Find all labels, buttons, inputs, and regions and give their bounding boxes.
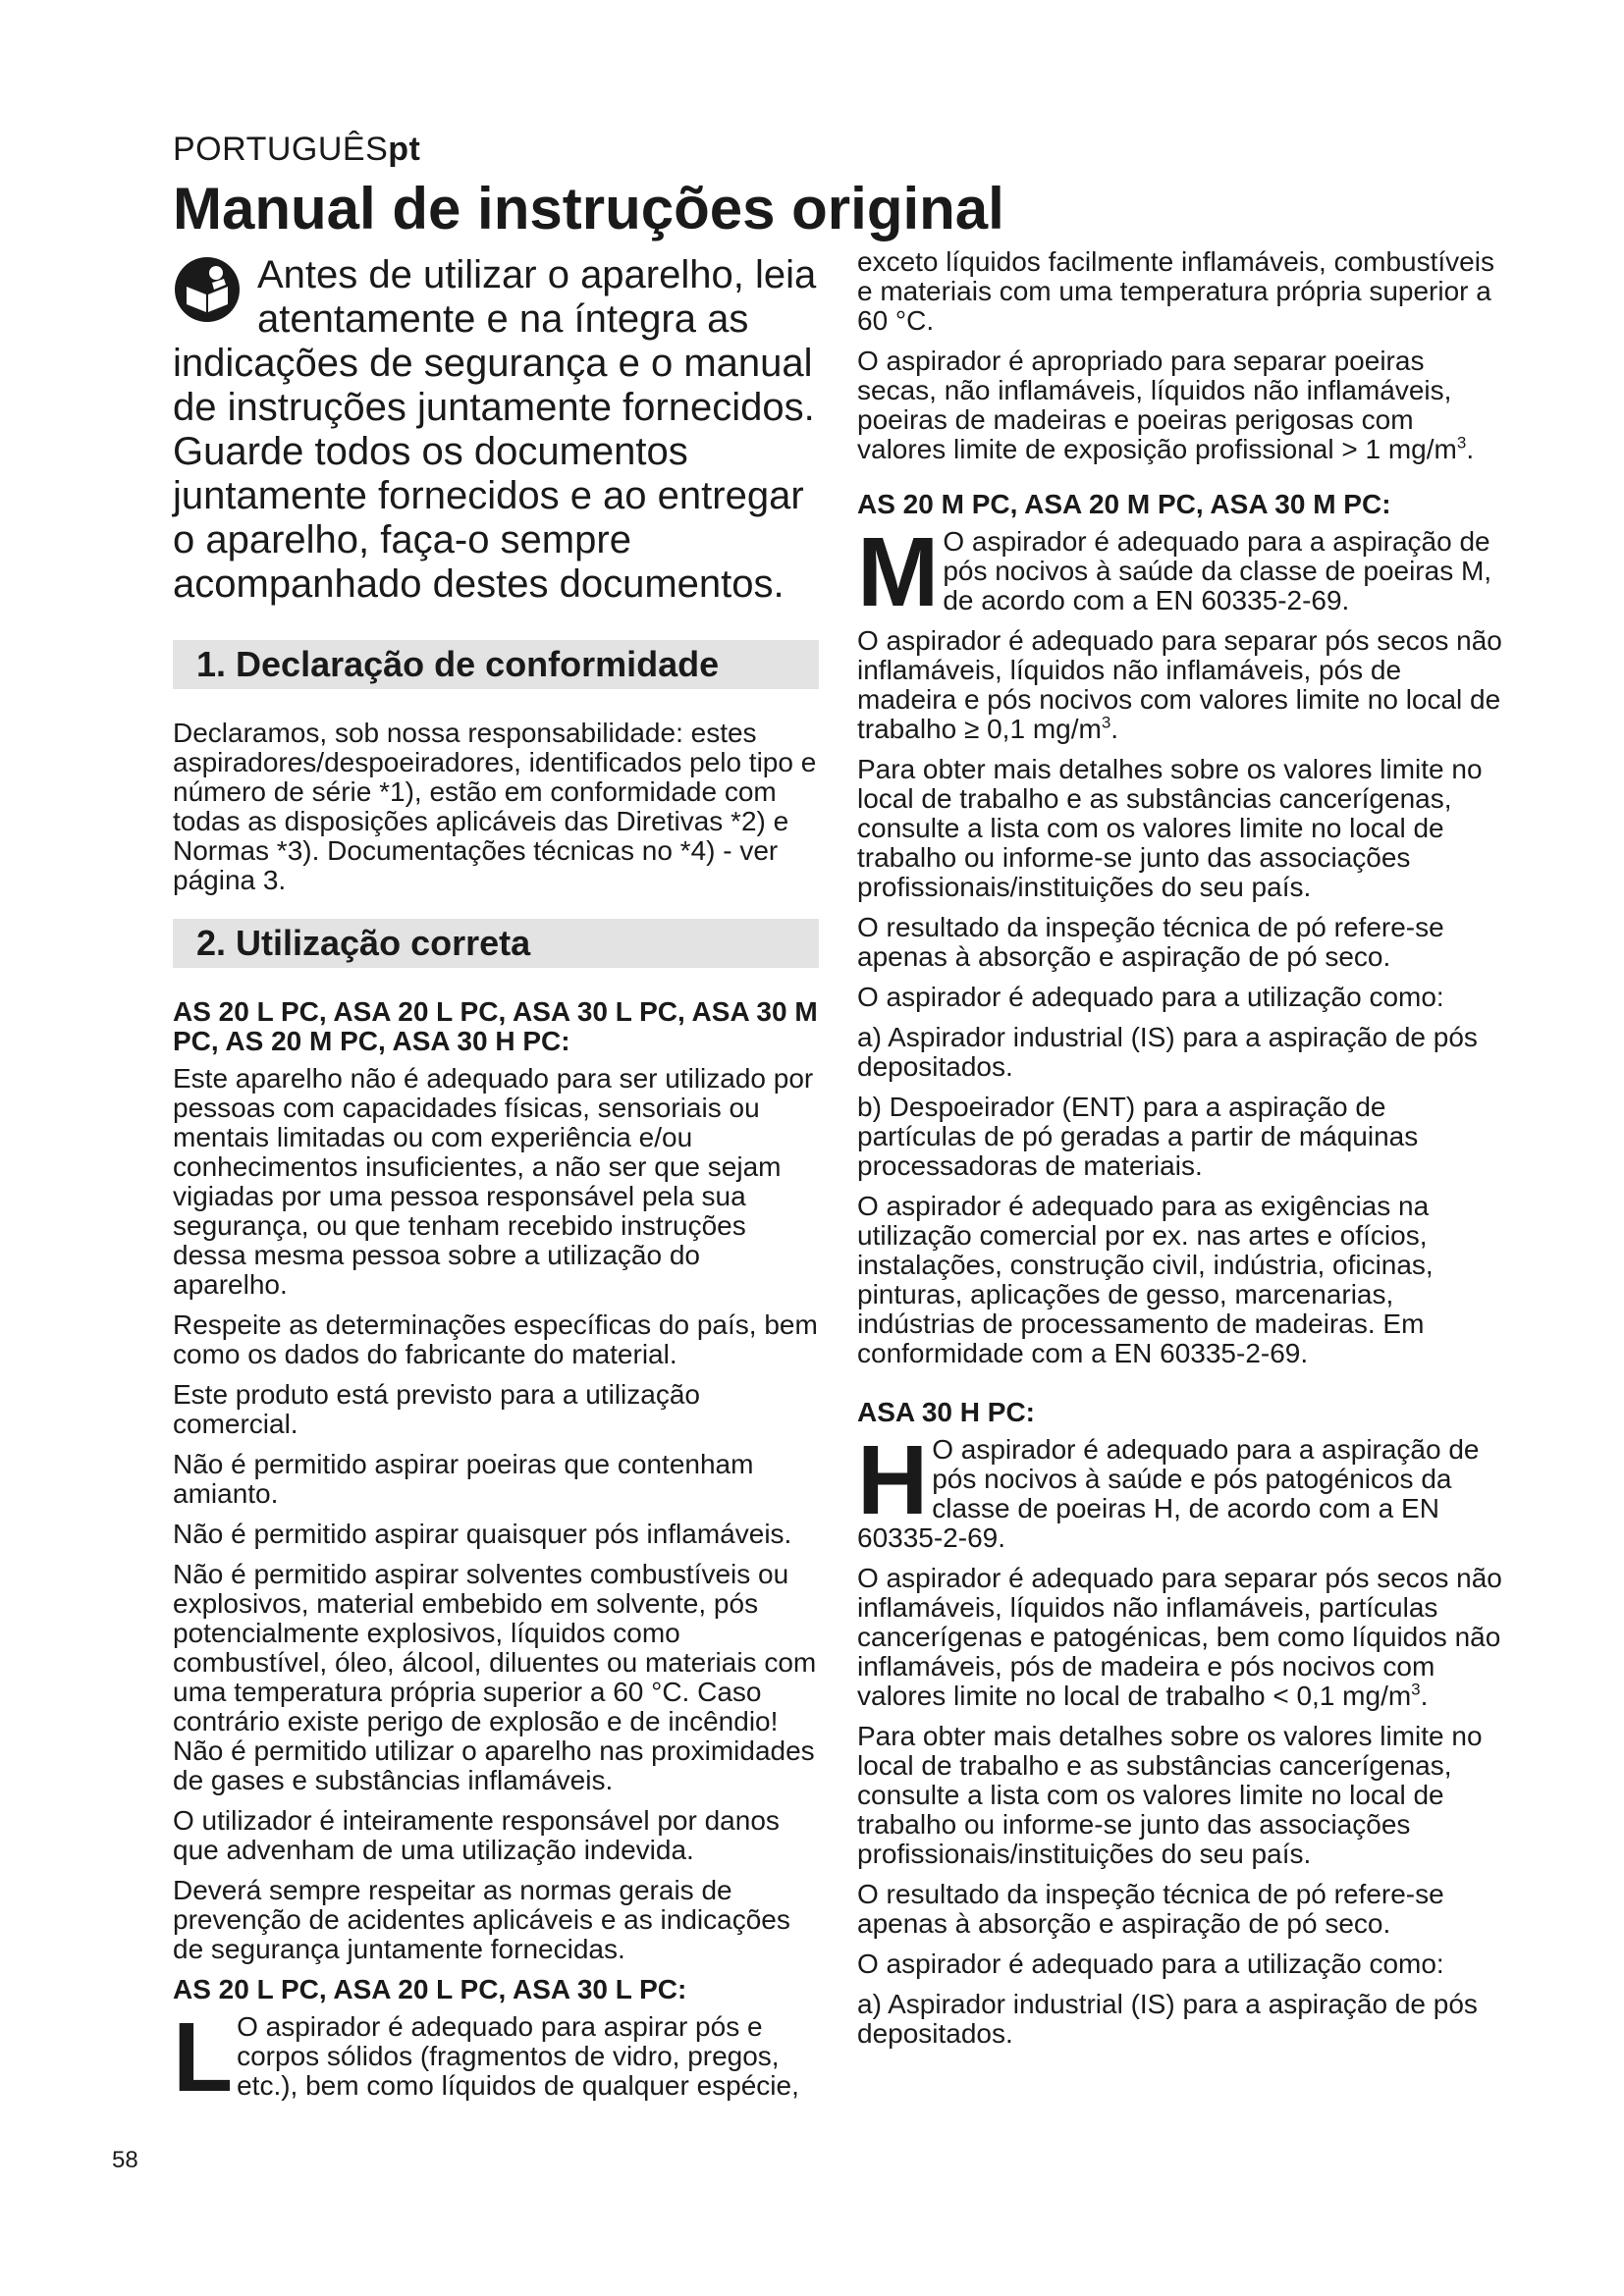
- paragraph: [857, 1564, 1505, 1711]
- paragraph: Para obter mais detalhes sobre os valores limite no local de trabalho e as substâncias cancerígenas, consulte a lista com os valores limite no local de trabalho ou informe-se junto das associações profissionais/instituições do seu país.: [857, 1721, 1483, 1869]
- paragraph-end: .: [1420, 1681, 1429, 1711]
- superscript: 3: [1411, 1680, 1421, 1699]
- paragraph: a) Aspirador industrial (IS) para a aspiração de pós depositados.: [857, 1989, 1478, 2049]
- paragraph: O utilizador é inteiramente responsável por danos que advenham de uma utilização indevida.: [173, 1805, 780, 1865]
- paragraph: Este produto está previsto para a utilização comercial.: [173, 1379, 700, 1439]
- language-label: [173, 131, 420, 169]
- section-1-heading: 1. Declaração de conformidade: [173, 640, 819, 689]
- right-column: [857, 247, 1505, 2059]
- intro-text: Antes de utilizar o aparelho, leia atentamente e na íntegra as indicações de segurança e o manual de instruções juntamente fornecidos. Guarde todos os documentos juntamente fornecidos e ao entregar o aparelho, faça-o sempre acompanhado destes documentos.: [173, 253, 817, 606]
- dust-class-m-paragraph: [857, 527, 1505, 615]
- intro-warning: [173, 253, 819, 607]
- superscript: 3: [1456, 433, 1467, 453]
- language-name: PORTUGUÊS: [173, 131, 389, 168]
- paragraph: [857, 347, 1505, 464]
- page-number: 58: [112, 2147, 138, 2173]
- paragraph: Não é permitido aspirar poeiras que contenham amianto.: [173, 1449, 754, 1509]
- paragraph: exceto líquidos facilmente inflamáveis, combustíveis e materiais com uma temperatura própria superior a 60 °C.: [857, 246, 1494, 336]
- paragraph: [857, 626, 1505, 744]
- dust-class-h-icon: H: [857, 1435, 929, 1535]
- paragraph: Não é permitido aspirar solventes combustíveis ou explosivos, material embebido em solvente, pós potencialmente explosivos, líquidos como combustível, óleo, álcool, diluentes ou materiais com uma temperatura própria superior a 60 °C. Caso contrário existe perigo de explosão e de incêndio! Não é permitido utilizar o aparelho nas proximidades de gases e substâncias inflamáveis.: [173, 1559, 817, 1795]
- dust-class-l-icon: L: [173, 2012, 234, 2101]
- dust-class-h-paragraph: [857, 1435, 1505, 1553]
- paragraph: Este aparelho não é adequado para ser utilizado por pessoas com capacidades físicas, sensoriais ou mentais limitadas ou com experiência e/ou conhecimentos insuficientes, a não ser que sejam vigiadas por uma pessoa responsável pela sua segurança, ou que tenham recebido instruções dessa mesma pessoa sobre a utilização do aparelho.: [173, 1063, 814, 1300]
- superscript: 3: [1101, 713, 1111, 732]
- paragraph: Para obter mais detalhes sobre os valores limite no local de trabalho e as substâncias cancerígenas, consulte a lista com os valores limite no local de trabalho ou informe-se junto das associações profissionais/instituições do seu país.: [857, 754, 1483, 902]
- paragraph: O aspirador é adequado para as exigências na utilização comercial por ex. nas artes e ofícios, instalações, construção civil, indústria, oficinas, pinturas, aplicações de gesso, marcenarias, indústrias de processamento de madeiras. Em conformidade com a EN 60335-2-69.: [857, 1191, 1434, 1368]
- models-heading-m: AS 20 M PC, ASA 20 M PC, ASA 30 M PC:: [857, 489, 1391, 519]
- paragraph: O resultado da inspeção técnica de pó refere-se apenas à absorção e aspiração de pó seco.: [857, 1879, 1444, 1939]
- models-heading-all: AS 20 L PC, ASA 20 L PC, ASA 30 L PC, ASA 30 M PC, AS 20 M PC, ASA 30 H PC:: [173, 996, 818, 1056]
- models-heading-h: ASA 30 H PC:: [857, 1397, 1036, 1427]
- paragraph: Deverá sempre respeitar as normas gerais de prevenção de acidentes aplicáveis e as indicações de segurança juntamente fornecidas.: [173, 1875, 790, 1964]
- paragraph-text: O aspirador é adequado para a aspiração de pós nocivos à saúde e pós patogénicos da classe de poeiras H, de acordo com a EN 60335-2-69.: [857, 1435, 1480, 1553]
- page-title: Manual de instruções original: [173, 176, 1004, 241]
- paragraph: b) Despoeirador (ENT) para a aspiração de partículas de pó geradas a partir de máquinas processadoras de materiais.: [857, 1092, 1419, 1181]
- left-column: [173, 253, 819, 2111]
- paragraph-text: O aspirador é adequado para separar pós secos não inflamáveis, líquidos não inflamáveis, partículas cancerígenas e patogénicas, bem como líquidos não inflamáveis, pós de madeira e pós nocivos com valores limite no local de trabalho < 0,1 mg/m: [857, 1563, 1502, 1711]
- paragraph-text: O aspirador é adequado para aspirar pós e corpos sólidos (fragmentos de vidro, pregos, etc.), bem como líquidos de qualquer espécie,: [237, 2012, 799, 2101]
- paragraph-text: O aspirador é adequado para a aspiração de pós nocivos à saúde da classe de poeiras M, de acordo com a EN 60335-2-69.: [943, 527, 1492, 615]
- read-manual-icon: [173, 253, 242, 326]
- paragraph: Respeite as determinações específicas do país, bem como os dados do fabricante do material.: [173, 1309, 818, 1369]
- paragraph: O resultado da inspeção técnica de pó refere-se apenas à absorção e aspiração de pó seco.: [857, 912, 1444, 972]
- paragraph-end: .: [1466, 434, 1475, 464]
- language-code: pt: [388, 131, 421, 168]
- paragraph: a) Aspirador industrial (IS) para a aspiração de pós depositados.: [857, 1022, 1478, 1082]
- paragraph: O aspirador é adequado para a utilização como:: [857, 982, 1444, 1012]
- paragraph-text: O aspirador é apropriado para separar poeiras secas, não inflamáveis, líquidos não inflamáveis, poeiras de madeiras e poeiras perigosas com valores limite de exposição profissional > 1 mg/m: [857, 346, 1457, 464]
- dust-class-l-paragraph: [173, 2012, 819, 2101]
- declaration-text: Declaramos, sob nossa responsabilidade: estes aspiradores/despoeiradores, identificados pelo tipo e número de série *1), estão em conformidade com todas as disposições aplicáveis das Diretivas *2) e Normas *3). Documentações técnicas no *4) - ver página 3.: [173, 718, 817, 895]
- paragraph-text: O aspirador é adequado para separar pós secos não inflamáveis, líquidos não inflamáveis, pós de madeira e pós nocivos com valores limite no local de trabalho ≥ 0,1 mg/m: [857, 625, 1502, 744]
- paragraph: O aspirador é adequado para a utilização como:: [857, 1949, 1444, 1979]
- paragraph: Não é permitido aspirar quaisquer pós inflamáveis.: [173, 1519, 792, 1549]
- dust-class-m-icon: M: [857, 527, 940, 615]
- section-2-heading: 2. Utilização correta: [173, 919, 819, 968]
- models-heading-l: AS 20 L PC, ASA 20 L PC, ASA 30 L PC:: [173, 1974, 687, 2004]
- paragraph-end: .: [1110, 714, 1119, 744]
